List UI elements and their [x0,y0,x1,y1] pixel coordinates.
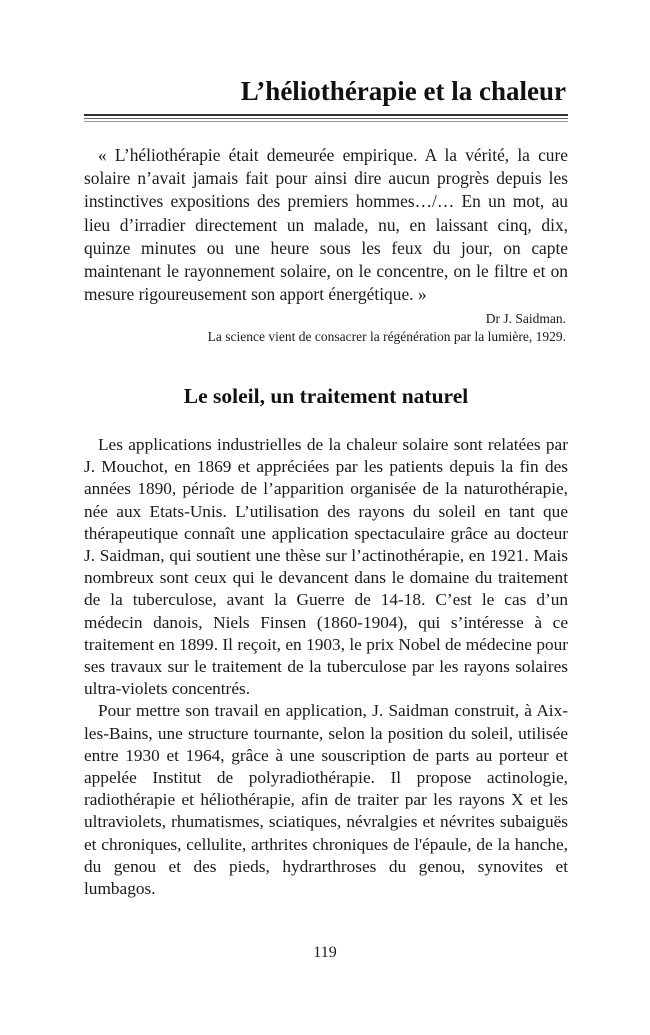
section-title: Le soleil, un traitement naturel [183,384,469,408]
chapter-title: L’héliothérapie et la chaleur [240,76,566,106]
paragraph: Les applications industrielles de la chaleur solaire sont relatées par J. Mouchot, en 1869 et appréciées par les patients depuis la fin des années 1890, période de l’apparition organisée de la naturothérapie, née aux Etats-Unis. L’utilisation des rayons du soleil en tant que thérapeutique connaît une application spectaculaire grâce au docteur J. Saidman, qui soutient une thèse sur l’actinothérapie, en 1921. Mais nombreux sont ceux qui le devancent dans le domaine du traitement de la tuberculose, avant la Guerre de 14-18. C’est le cas d’un médecin danois, Niels Finsen (1860-1904), qui s’intéresse à ce traitement en 1899. Il reçoit, en 1903, le prix Nobel de médecine pour ses travaux sur le traitement de la tuberculose par les rayons solaires ultra-violets concentrés. [84,435,568,699]
epigraph-author: Dr J. Saidman. [485,311,566,326]
paragraph: Pour mettre son travail en application, J. Saidman construit, à Aix-les-Bains, une structure tournante, selon la position du soleil, utilisée entre 1930 et 1964, grâce à une souscription de parts au porteur et appelée Institut de polyradiothérapie. Il propose actinologie, radiothérapie et héliothérapie, afin de traiter par les rayons X et les ultraviolets, rhumatismes, sciatiques, névralgies et névrites subaiguës et chroniques, cellulite, arthrites chroniques de l'épaule, de la hanche, du genou et des pieds, hydrarthroses du genou, synovites et lumbagos. [84,701,568,899]
header-rule-line [84,121,568,122]
header-rule [84,114,568,123]
epigraph-source: La science vient de consacrer la régénération par la lumière, 1929. [207,329,566,344]
page-number: 119 [313,944,337,961]
epigraph-quote: « L’héliothérapie était demeurée empirique. A la vérité, la cure solaire n’avait jamais fait pour ainsi dire aucun progrès depuis les instinctives expositions des premiers hommes…/… En un mot, au lieu d’irradier directement un malade, nu, en laissant cinq, dix, quinze minutes ou une heure sous les feux du jour, on capte maintenant le rayonnement solaire, on le concentre, on le filtre et on mesure rigoureusement son apport énergétique. » [84,145,568,305]
header-rule-line [84,118,568,119]
body-text [84,434,568,900]
header-rule-line [84,114,568,116]
